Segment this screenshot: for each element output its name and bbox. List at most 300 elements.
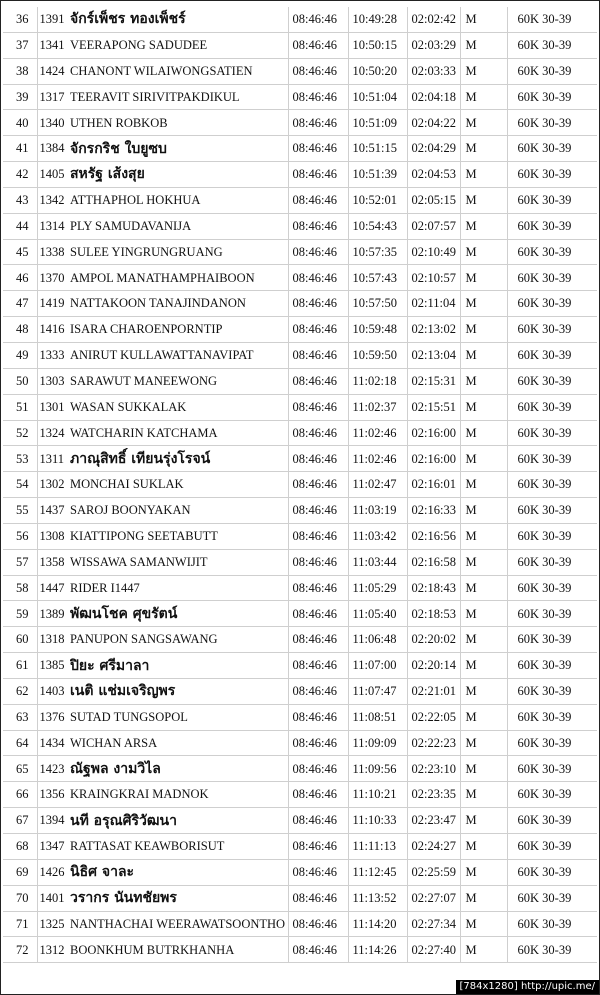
- category-cell: 60K 30-39: [507, 678, 597, 704]
- table-row: [3, 834, 597, 860]
- start-time-cell: 08:46:46: [288, 756, 348, 782]
- start-time-cell: 08:46:46: [288, 678, 348, 704]
- elapsed-time-cell: 02:22:23: [407, 730, 460, 756]
- finish-time-cell: 11:03:44: [348, 549, 407, 575]
- start-time-cell: 08:46:46: [288, 32, 348, 58]
- gender-cell: M: [460, 523, 507, 549]
- name-cell: ATTHAPHOL HOKHUA: [70, 187, 288, 213]
- bib-cell: 1302: [37, 472, 70, 498]
- name-cell: วรากร นันทชัยพร: [70, 885, 288, 911]
- category-cell: 60K 30-39: [507, 291, 597, 317]
- table-row: [3, 84, 597, 110]
- gender-cell: M: [460, 730, 507, 756]
- finish-time-cell: 11:02:37: [348, 394, 407, 420]
- watermark[interactable]: [784x1280] http://upic.me/: [456, 980, 599, 994]
- gender-cell: M: [460, 342, 507, 368]
- category-cell: 60K 30-39: [507, 498, 597, 524]
- finish-time-cell: 11:07:47: [348, 678, 407, 704]
- gender-cell: M: [460, 885, 507, 911]
- finish-time-cell: 11:02:18: [348, 368, 407, 394]
- gender-cell: M: [460, 446, 507, 472]
- finish-time-cell: 11:02:46: [348, 446, 407, 472]
- rank-cell: 62: [3, 678, 37, 704]
- name-cell: CHANONT WILAIWONGSATIEN: [70, 58, 288, 84]
- finish-time-cell: 11:05:40: [348, 601, 407, 627]
- finish-time-cell: 11:10:21: [348, 782, 407, 808]
- gender-cell: M: [460, 756, 507, 782]
- bib-cell: 1341: [37, 32, 70, 58]
- name-cell: WISSAWA SAMANWIJIT: [70, 549, 288, 575]
- start-time-cell: 08:46:46: [288, 291, 348, 317]
- rank-cell: 72: [3, 937, 37, 963]
- elapsed-time-cell: 02:16:00: [407, 446, 460, 472]
- bib-cell: 1434: [37, 730, 70, 756]
- start-time-cell: 08:46:46: [288, 937, 348, 963]
- bib-cell: 1403: [37, 678, 70, 704]
- rank-cell: 41: [3, 136, 37, 162]
- rank-cell: 65: [3, 756, 37, 782]
- table-row: [3, 472, 597, 498]
- finish-time-cell: 10:51:04: [348, 84, 407, 110]
- elapsed-time-cell: 02:04:29: [407, 136, 460, 162]
- gender-cell: M: [460, 368, 507, 394]
- name-cell: ภาณุสิทธิ์ เทียนรุ่งโรจน์: [70, 446, 288, 472]
- gender-cell: M: [460, 498, 507, 524]
- bib-cell: 1424: [37, 58, 70, 84]
- start-time-cell: 08:46:46: [288, 239, 348, 265]
- gender-cell: M: [460, 136, 507, 162]
- start-time-cell: 08:46:46: [288, 342, 348, 368]
- name-cell: SULEE YINGRUNGRUANG: [70, 239, 288, 265]
- name-cell: SAROJ BOONYAKAN: [70, 498, 288, 524]
- gender-cell: M: [460, 32, 507, 58]
- category-cell: 60K 30-39: [507, 162, 597, 188]
- name-cell: PANUPON SANGSAWANG: [70, 627, 288, 653]
- bib-cell: 1312: [37, 937, 70, 963]
- finish-time-cell: 10:54:43: [348, 213, 407, 239]
- start-time-cell: 08:46:46: [288, 549, 348, 575]
- gender-cell: M: [460, 162, 507, 188]
- table-row: [3, 239, 597, 265]
- start-time-cell: 08:46:46: [288, 446, 348, 472]
- finish-time-cell: 11:03:19: [348, 498, 407, 524]
- rank-cell: 58: [3, 575, 37, 601]
- start-time-cell: 08:46:46: [288, 653, 348, 679]
- rank-cell: 39: [3, 84, 37, 110]
- bib-cell: 1370: [37, 265, 70, 291]
- category-cell: 60K 30-39: [507, 859, 597, 885]
- elapsed-time-cell: 02:27:34: [407, 911, 460, 937]
- table-row: [3, 368, 597, 394]
- results-rows: [3, 7, 597, 963]
- gender-cell: M: [460, 110, 507, 136]
- table-row: [3, 937, 597, 963]
- rank-cell: 52: [3, 420, 37, 446]
- start-time-cell: 08:46:46: [288, 911, 348, 937]
- gender-cell: M: [460, 601, 507, 627]
- table-row: [3, 446, 597, 472]
- finish-time-cell: 10:51:09: [348, 110, 407, 136]
- elapsed-time-cell: 02:22:05: [407, 704, 460, 730]
- bib-cell: 1423: [37, 756, 70, 782]
- bib-cell: 1311: [37, 446, 70, 472]
- category-cell: 60K 30-39: [507, 549, 597, 575]
- rank-cell: 54: [3, 472, 37, 498]
- category-cell: 60K 30-39: [507, 937, 597, 963]
- rank-cell: 53: [3, 446, 37, 472]
- category-cell: 60K 30-39: [507, 834, 597, 860]
- elapsed-time-cell: 02:24:27: [407, 834, 460, 860]
- rank-cell: 68: [3, 834, 37, 860]
- start-time-cell: 08:46:46: [288, 782, 348, 808]
- rank-cell: 51: [3, 394, 37, 420]
- finish-time-cell: 11:02:46: [348, 420, 407, 446]
- gender-cell: M: [460, 7, 507, 32]
- bib-cell: 1389: [37, 601, 70, 627]
- finish-time-cell: 11:02:47: [348, 472, 407, 498]
- finish-time-cell: 10:50:20: [348, 58, 407, 84]
- table-row: [3, 291, 597, 317]
- elapsed-time-cell: 02:02:42: [407, 7, 460, 32]
- elapsed-time-cell: 02:07:57: [407, 213, 460, 239]
- table-row: [3, 782, 597, 808]
- rank-cell: 55: [3, 498, 37, 524]
- rank-cell: 36: [3, 7, 37, 32]
- table-row: [3, 653, 597, 679]
- category-cell: 60K 30-39: [507, 575, 597, 601]
- elapsed-time-cell: 02:23:35: [407, 782, 460, 808]
- bib-cell: 1376: [37, 704, 70, 730]
- bib-cell: 1385: [37, 653, 70, 679]
- name-cell: SUTAD TUNGSOPOL: [70, 704, 288, 730]
- elapsed-time-cell: 02:10:57: [407, 265, 460, 291]
- rank-cell: 48: [3, 317, 37, 343]
- gender-cell: M: [460, 808, 507, 834]
- elapsed-time-cell: 02:05:15: [407, 187, 460, 213]
- gender-cell: M: [460, 653, 507, 679]
- rank-cell: 47: [3, 291, 37, 317]
- bib-cell: 1301: [37, 394, 70, 420]
- table-row: [3, 420, 597, 446]
- rank-cell: 71: [3, 911, 37, 937]
- bib-cell: 1419: [37, 291, 70, 317]
- start-time-cell: 08:46:46: [288, 213, 348, 239]
- category-cell: 60K 30-39: [507, 653, 597, 679]
- category-cell: 60K 30-39: [507, 704, 597, 730]
- elapsed-time-cell: 02:20:14: [407, 653, 460, 679]
- gender-cell: M: [460, 472, 507, 498]
- name-cell: NATTAKOON TANAJINDANON: [70, 291, 288, 317]
- rank-cell: 44: [3, 213, 37, 239]
- table-row: [3, 911, 597, 937]
- start-time-cell: 08:46:46: [288, 885, 348, 911]
- finish-time-cell: 11:14:20: [348, 911, 407, 937]
- gender-cell: M: [460, 782, 507, 808]
- bib-cell: 1426: [37, 859, 70, 885]
- rank-cell: 40: [3, 110, 37, 136]
- rank-cell: 45: [3, 239, 37, 265]
- start-time-cell: 08:46:46: [288, 420, 348, 446]
- name-cell: ANIRUT KULLAWATTANAVIPAT: [70, 342, 288, 368]
- category-cell: 60K 30-39: [507, 420, 597, 446]
- elapsed-time-cell: 02:11:04: [407, 291, 460, 317]
- elapsed-time-cell: 02:04:53: [407, 162, 460, 188]
- category-cell: 60K 30-39: [507, 730, 597, 756]
- table-row: [3, 317, 597, 343]
- category-cell: 60K 30-39: [507, 110, 597, 136]
- finish-time-cell: 11:09:56: [348, 756, 407, 782]
- rank-cell: 49: [3, 342, 37, 368]
- bib-cell: 1401: [37, 885, 70, 911]
- name-cell: ISARA CHAROENPORNTIP: [70, 317, 288, 343]
- bib-cell: 1342: [37, 187, 70, 213]
- rank-cell: 60: [3, 627, 37, 653]
- gender-cell: M: [460, 678, 507, 704]
- bib-cell: 1338: [37, 239, 70, 265]
- table-row: [3, 678, 597, 704]
- start-time-cell: 08:46:46: [288, 110, 348, 136]
- gender-cell: M: [460, 265, 507, 291]
- name-cell: KIATTIPONG SEETABUTT: [70, 523, 288, 549]
- elapsed-time-cell: 02:18:43: [407, 575, 460, 601]
- table-row: [3, 32, 597, 58]
- finish-time-cell: 10:59:48: [348, 317, 407, 343]
- finish-time-cell: 11:08:51: [348, 704, 407, 730]
- start-time-cell: 08:46:46: [288, 394, 348, 420]
- finish-time-cell: 11:03:42: [348, 523, 407, 549]
- finish-time-cell: 10:50:15: [348, 32, 407, 58]
- start-time-cell: 08:46:46: [288, 162, 348, 188]
- table-row: [3, 342, 597, 368]
- elapsed-time-cell: 02:15:51: [407, 394, 460, 420]
- finish-time-cell: 11:13:52: [348, 885, 407, 911]
- bib-cell: 1333: [37, 342, 70, 368]
- finish-time-cell: 10:52:01: [348, 187, 407, 213]
- elapsed-time-cell: 02:13:02: [407, 317, 460, 343]
- name-cell: นที อรุณศิริวัฒนา: [70, 808, 288, 834]
- elapsed-time-cell: 02:25:59: [407, 859, 460, 885]
- finish-time-cell: 11:09:09: [348, 730, 407, 756]
- start-time-cell: 08:46:46: [288, 730, 348, 756]
- start-time-cell: 08:46:46: [288, 58, 348, 84]
- gender-cell: M: [460, 84, 507, 110]
- gender-cell: M: [460, 834, 507, 860]
- results-table: [3, 7, 597, 963]
- gender-cell: M: [460, 239, 507, 265]
- bib-cell: 1347: [37, 834, 70, 860]
- category-cell: 60K 30-39: [507, 317, 597, 343]
- table-row: [3, 136, 597, 162]
- name-cell: MONCHAI SUKLAK: [70, 472, 288, 498]
- start-time-cell: 08:46:46: [288, 859, 348, 885]
- elapsed-time-cell: 02:16:33: [407, 498, 460, 524]
- table-row: [3, 601, 597, 627]
- table-row: [3, 704, 597, 730]
- table-row: [3, 523, 597, 549]
- bib-cell: 1394: [37, 808, 70, 834]
- elapsed-time-cell: 02:10:49: [407, 239, 460, 265]
- rank-cell: 56: [3, 523, 37, 549]
- start-time-cell: 08:46:46: [288, 601, 348, 627]
- category-cell: 60K 30-39: [507, 368, 597, 394]
- rank-cell: 59: [3, 601, 37, 627]
- elapsed-time-cell: 02:16:01: [407, 472, 460, 498]
- finish-time-cell: 11:07:00: [348, 653, 407, 679]
- name-cell: จักรกริช ใบยูซบ: [70, 136, 288, 162]
- elapsed-time-cell: 02:03:33: [407, 58, 460, 84]
- category-cell: 60K 30-39: [507, 601, 597, 627]
- table-row: [3, 885, 597, 911]
- gender-cell: M: [460, 291, 507, 317]
- name-cell: พัฒนโชค ศุขรัตน์: [70, 601, 288, 627]
- name-cell: BOONKHUM BUTRKHANHA: [70, 937, 288, 963]
- finish-time-cell: 10:51:15: [348, 136, 407, 162]
- elapsed-time-cell: 02:04:18: [407, 84, 460, 110]
- bib-cell: 1325: [37, 911, 70, 937]
- elapsed-time-cell: 02:16:00: [407, 420, 460, 446]
- category-cell: 60K 30-39: [507, 84, 597, 110]
- start-time-cell: 08:46:46: [288, 575, 348, 601]
- category-cell: 60K 30-39: [507, 394, 597, 420]
- name-cell: AMPOL MANATHAMPHAIBOON: [70, 265, 288, 291]
- bib-cell: 1405: [37, 162, 70, 188]
- name-cell: WASAN SUKKALAK: [70, 394, 288, 420]
- rank-cell: 61: [3, 653, 37, 679]
- gender-cell: M: [460, 213, 507, 239]
- elapsed-time-cell: 02:16:58: [407, 549, 460, 575]
- rank-cell: 63: [3, 704, 37, 730]
- gender-cell: M: [460, 549, 507, 575]
- table-row: [3, 162, 597, 188]
- name-cell: KRAINGKRAI MADNOK: [70, 782, 288, 808]
- start-time-cell: 08:46:46: [288, 472, 348, 498]
- name-cell: TEERAVIT SIRIVITPAKDIKUL: [70, 84, 288, 110]
- elapsed-time-cell: 02:04:22: [407, 110, 460, 136]
- bib-cell: 1317: [37, 84, 70, 110]
- table-row: [3, 549, 597, 575]
- name-cell: VEERAPONG SADUDEE: [70, 32, 288, 58]
- start-time-cell: 08:46:46: [288, 627, 348, 653]
- table-row: [3, 808, 597, 834]
- elapsed-time-cell: 02:23:10: [407, 756, 460, 782]
- name-cell: WICHAN ARSA: [70, 730, 288, 756]
- category-cell: 60K 30-39: [507, 911, 597, 937]
- bib-cell: 1384: [37, 136, 70, 162]
- start-time-cell: 08:46:46: [288, 808, 348, 834]
- name-cell: RATTASAT KEAWBORISUT: [70, 834, 288, 860]
- table-row: [3, 756, 597, 782]
- category-cell: 60K 30-39: [507, 187, 597, 213]
- category-cell: 60K 30-39: [507, 239, 597, 265]
- start-time-cell: 08:46:46: [288, 368, 348, 394]
- category-cell: 60K 30-39: [507, 627, 597, 653]
- category-cell: 60K 30-39: [507, 885, 597, 911]
- bib-cell: 1308: [37, 523, 70, 549]
- start-time-cell: 08:46:46: [288, 265, 348, 291]
- rank-cell: 70: [3, 885, 37, 911]
- gender-cell: M: [460, 575, 507, 601]
- gender-cell: M: [460, 911, 507, 937]
- table-row: [3, 213, 597, 239]
- category-cell: 60K 30-39: [507, 32, 597, 58]
- name-cell: ณัฐพล งามวิไล: [70, 756, 288, 782]
- table-row: [3, 265, 597, 291]
- name-cell: นิธิศ จาละ: [70, 859, 288, 885]
- table-row: [3, 110, 597, 136]
- gender-cell: M: [460, 627, 507, 653]
- elapsed-time-cell: 02:20:02: [407, 627, 460, 653]
- bib-cell: 1324: [37, 420, 70, 446]
- name-cell: UTHEN ROBKOB: [70, 110, 288, 136]
- bib-cell: 1356: [37, 782, 70, 808]
- elapsed-time-cell: 02:18:53: [407, 601, 460, 627]
- category-cell: 60K 30-39: [507, 472, 597, 498]
- bib-cell: 1314: [37, 213, 70, 239]
- table-row: [3, 58, 597, 84]
- rank-cell: 43: [3, 187, 37, 213]
- category-cell: 60K 30-39: [507, 342, 597, 368]
- table-row: [3, 627, 597, 653]
- name-cell: ปิยะ ศรีมาลา: [70, 653, 288, 679]
- table-row: [3, 7, 597, 32]
- rank-cell: 37: [3, 32, 37, 58]
- category-cell: 60K 30-39: [507, 136, 597, 162]
- bib-cell: 1447: [37, 575, 70, 601]
- name-cell: SARAWUT MANEEWONG: [70, 368, 288, 394]
- bib-cell: 1358: [37, 549, 70, 575]
- finish-time-cell: 10:59:50: [348, 342, 407, 368]
- start-time-cell: 08:46:46: [288, 834, 348, 860]
- name-cell: WATCHARIN KATCHAMA: [70, 420, 288, 446]
- category-cell: 60K 30-39: [507, 7, 597, 32]
- table-row: [3, 394, 597, 420]
- name-cell: จักร์เพ็ชร ทองเพ็ชร์: [70, 7, 288, 32]
- bib-cell: 1437: [37, 498, 70, 524]
- category-cell: 60K 30-39: [507, 756, 597, 782]
- finish-time-cell: 10:51:39: [348, 162, 407, 188]
- rank-cell: 66: [3, 782, 37, 808]
- rank-cell: 42: [3, 162, 37, 188]
- gender-cell: M: [460, 394, 507, 420]
- category-cell: 60K 30-39: [507, 58, 597, 84]
- category-cell: 60K 30-39: [507, 808, 597, 834]
- category-cell: 60K 30-39: [507, 446, 597, 472]
- finish-time-cell: 10:57:35: [348, 239, 407, 265]
- finish-time-cell: 10:57:50: [348, 291, 407, 317]
- finish-time-cell: 11:05:29: [348, 575, 407, 601]
- gender-cell: M: [460, 859, 507, 885]
- rank-cell: 64: [3, 730, 37, 756]
- start-time-cell: 08:46:46: [288, 523, 348, 549]
- name-cell: PLY SAMUDAVANIJA: [70, 213, 288, 239]
- table-row: [3, 575, 597, 601]
- gender-cell: M: [460, 317, 507, 343]
- table-row: [3, 730, 597, 756]
- table-row: [3, 498, 597, 524]
- gender-cell: M: [460, 58, 507, 84]
- name-cell: สหรัฐ เส้งสุย: [70, 162, 288, 188]
- gender-cell: M: [460, 420, 507, 446]
- start-time-cell: 08:46:46: [288, 317, 348, 343]
- name-cell: เนติ แช่มเจริญพร: [70, 678, 288, 704]
- bib-cell: 1391: [37, 7, 70, 32]
- rank-cell: 50: [3, 368, 37, 394]
- elapsed-time-cell: 02:13:04: [407, 342, 460, 368]
- rank-cell: 38: [3, 58, 37, 84]
- bib-cell: 1416: [37, 317, 70, 343]
- category-cell: 60K 30-39: [507, 265, 597, 291]
- start-time-cell: 08:46:46: [288, 187, 348, 213]
